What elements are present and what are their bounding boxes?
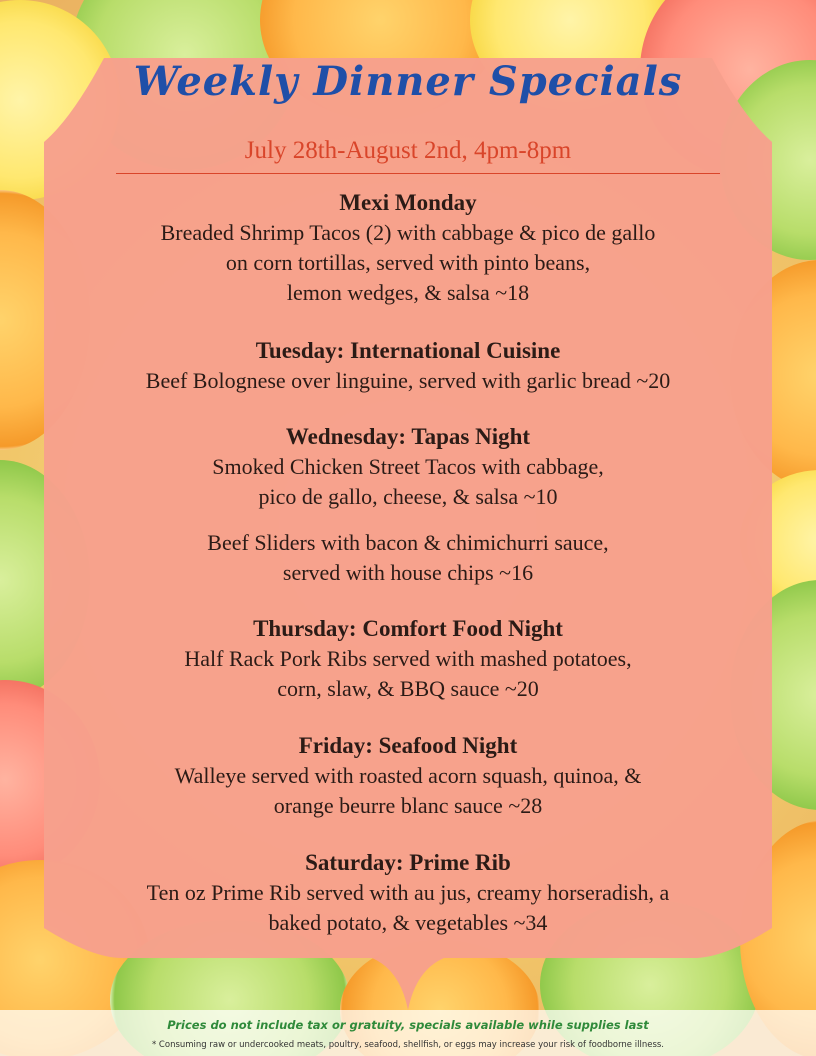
food-safety-disclaimer: * Consuming raw or undercooked meats, poultry, seafood, shellfish, or eggs may increase your risk of foodborne illness. <box>151 1040 664 1050</box>
special-friday <box>60 731 756 821</box>
item-line: baked potato, & vegetables ~34 <box>268 910 548 935</box>
item-line: Beef Sliders with bacon & chimichurri sauce, <box>207 530 609 555</box>
day-heading: Mexi Monday <box>339 190 477 215</box>
date-range: July 28th-August 2nd, 4pm-8pm <box>244 137 572 164</box>
special-monday <box>60 188 756 308</box>
item-line: on corn tortillas, served with pinto beans, <box>225 250 591 275</box>
item-line: lemon wedges, & salsa ~18 <box>286 280 530 305</box>
item-line: orange beurre blanc sauce ~28 <box>273 793 543 818</box>
day-heading: Tuesday: International Cuisine <box>255 338 561 363</box>
item-line: Breaded Shrimp Tacos (2) with cabbage & pico de gallo <box>160 220 656 245</box>
day-heading: Friday: Seafood Night <box>298 733 518 758</box>
special-saturday <box>60 848 756 938</box>
page-title: Weekly Dinner Specials <box>133 58 683 105</box>
item-line: pico de gallo, cheese, & salsa ~10 <box>258 484 558 509</box>
item-spacer <box>60 512 756 528</box>
item-line: Ten oz Prime Rib served with au jus, creamy horseradish, a <box>146 880 670 905</box>
day-heading: Saturday: Prime Rib <box>305 850 511 875</box>
special-wednesday <box>60 422 756 588</box>
day-heading: Thursday: Comfort Food Night <box>253 616 563 641</box>
item-line: served with house chips ~16 <box>282 560 534 585</box>
pricing-notice: Prices do not include tax or gratuity, specials available while supplies last <box>167 1018 649 1032</box>
special-thursday <box>60 614 756 704</box>
item-line: Half Rack Pork Ribs served with mashed potatoes, <box>184 646 632 671</box>
day-heading: Wednesday: Tapas Night <box>285 424 531 449</box>
specials-list <box>60 0 756 1056</box>
item-line: Beef Bolognese over linguine, served with garlic bread ~20 <box>145 368 671 393</box>
item-line: Walleye served with roasted acorn squash, quinoa, & <box>174 763 642 788</box>
item-line: corn, slaw, & BBQ sauce ~20 <box>277 676 539 701</box>
item-line: Smoked Chicken Street Tacos with cabbage, <box>212 454 604 479</box>
special-tuesday <box>60 336 756 396</box>
